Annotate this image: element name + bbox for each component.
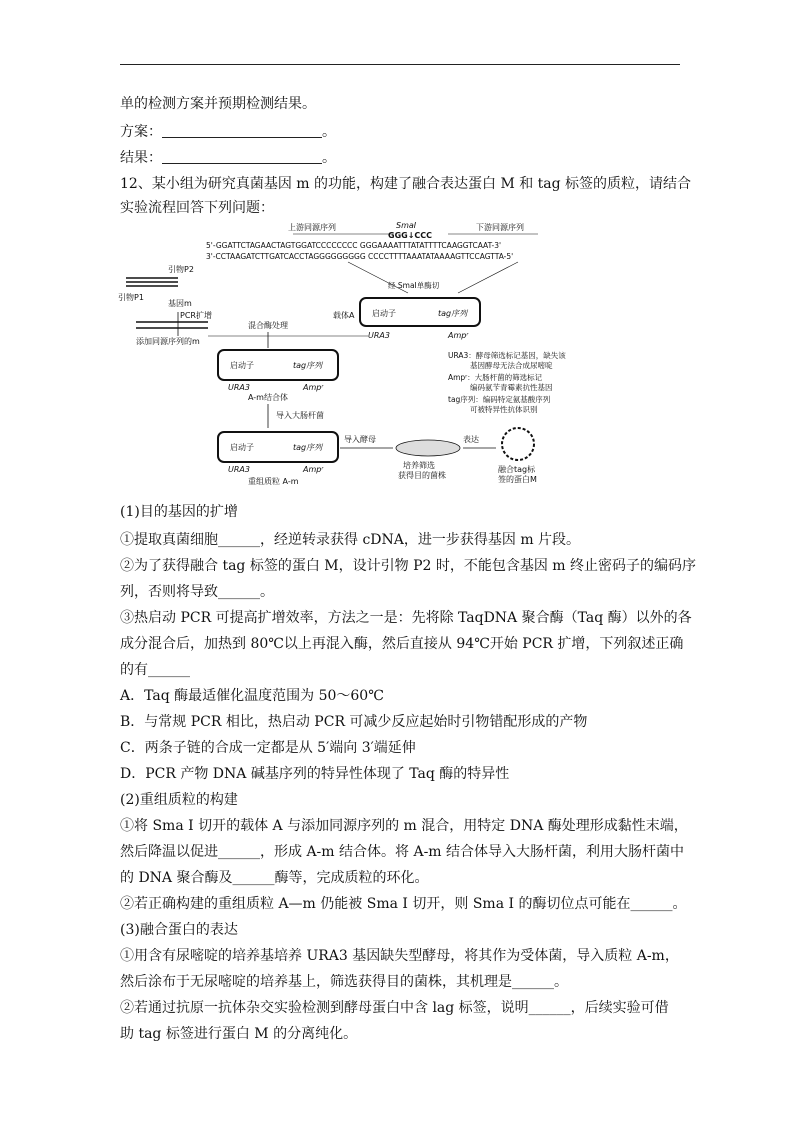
vector-tag: tag序列 [438, 309, 468, 318]
option-b: B．与常规 PCR 相比，热启动 PCR 可减少反应起始时引物错配形成的产物 [120, 714, 588, 730]
plan-end: 。 [322, 124, 336, 140]
body-line: 助 tag 标签进行蛋白 M 的分离纯化。 [120, 1026, 358, 1042]
gene-m-label: 基因m [168, 299, 192, 308]
body-line: 列，否则将导致______。 [120, 584, 274, 600]
am-ura3: URA3 [228, 383, 250, 392]
sma-cut-label: 经 SmaⅠ单酶切 [388, 281, 440, 290]
body-line: (3)融合蛋白的表达 [120, 922, 238, 938]
result-end: 。 [322, 150, 336, 166]
body-line: ②若通过抗原一抗体杂交实验检测到酵母蛋白中含 lag 标签，说明______，后续实验可借 [120, 1000, 669, 1016]
legend-line-5: tag序列：编码特定氨基酸序列 [448, 395, 551, 404]
body-line: ①提取真菌细胞______，经逆转录获得 cDNA，进一步获得基因 m 片段。 [120, 532, 581, 548]
into-yeast-label: 导入酵母 [344, 435, 376, 444]
intro-line: 单的检测方案并预期检测结果。 [120, 96, 316, 112]
primer-p2-label: 引物P2 [168, 265, 194, 274]
legend-line-2: 基因酵母无法合成尿嘧啶 [470, 361, 553, 370]
vector-promoter: 启动子 [372, 309, 396, 318]
body-line: 然后降温以促进______，形成 A-m 结合体。将 A-m 结合体导入大肠杆菌，利用大肠杆菌中 [120, 844, 685, 860]
plan-line [120, 122, 336, 142]
am-promoter: 启动子 [230, 361, 254, 370]
body-line: 然后涂布于无尿嘧啶的培养基上，筛选获得目的菌株，其机理是______。 [120, 974, 568, 990]
vector-amp: Ampʳ [448, 331, 469, 340]
mix-enzyme-label: 混合酶处理 [248, 321, 288, 330]
am-tag: tag序列 [293, 361, 323, 370]
recomb-tag: tag序列 [293, 443, 323, 452]
target-strain-label: 获得目的菌株 [398, 471, 446, 480]
recomb-ura3: URA3 [228, 465, 250, 474]
body-line: ①将 Sma I 切开的载体 A 与添加同源序列的 m 混合，用特定 DNA 酶处理形成黏性末端， [120, 818, 688, 834]
downstream-label: 下游同源序列 [476, 223, 524, 232]
upstream-label: 上游同源序列 [288, 223, 336, 232]
legend-line-6: 可被特异性抗体识别 [470, 405, 538, 414]
vector-a-label: 载体A [333, 311, 355, 320]
fusion-protein-icon [502, 428, 534, 460]
sma-site: GGG↓CCC [388, 231, 433, 240]
am-amp: Ampʳ [303, 383, 324, 392]
seq-top: 5'-GGATTCTAGAACTAGTGGATCCCCCCCC GGGAAAATTTATATTTTCAAGGTCAAT-3' [206, 241, 502, 250]
option-a: A．Taq 酶最适催化温度范围为 50～60℃ [120, 688, 384, 704]
result-line [120, 148, 336, 168]
recomb-label: 重组质粒 A-m [248, 477, 299, 486]
question-title-2: 实验流程回答下列问题： [120, 200, 274, 216]
added-m-label: 添加同源序列的m [136, 337, 200, 346]
body-line: (1)目的基因的扩增 [120, 504, 238, 520]
header-rule [120, 64, 680, 65]
plan-label: 方案： [120, 124, 162, 140]
body-line: ③热启动 PCR 可提高扩增效率，方法之一是：先将除 TaqDNA 聚合酶（Taq 酶）以外的各 [120, 610, 692, 626]
primer-p1-label: 引物P1 [118, 293, 144, 302]
option-d: D．PCR 产物 DNA 碱基序列的特异性体现了 Taq 酶的特异性 [120, 766, 510, 782]
body-line: (2)重组质粒的构建 [120, 792, 238, 808]
into-ecoli-label: 导入大肠杆菌 [276, 411, 324, 420]
legend-line-4: 编码氨苄青霉素抗性基因 [470, 383, 553, 392]
result-blank[interactable] [162, 149, 322, 164]
body-line: ①用含有尿嘧啶的培养基培养 URA3 基因缺失型酵母，将其作为受体菌，导入质粒 A-m， [120, 948, 679, 964]
question-title: 12、某小组为研究真菌基因 m 的功能，构建了融合表达蛋白 M 和 tag 标签的质粒，请结合 [120, 176, 692, 192]
fusion-label-1: 融合tag标 [498, 465, 536, 474]
recomb-promoter: 启动子 [230, 443, 254, 452]
culture-label: 培养筛选 [403, 461, 435, 470]
fusion-label-2: 签的蛋白M [498, 475, 537, 484]
body-line: ②为了获得融合 tag 标签的蛋白 M，设计引物 P2 时，不能包含基因 m 终止密码子的编码序 [120, 558, 697, 574]
body-line: ②若正确构建的重组质粒 A—m 仍能被 Sma I 切开，则 Sma I 的酶切位点可能在______。 [120, 896, 687, 912]
am-complex-label: A-m结合体 [248, 393, 288, 402]
vector-ura3: URA3 [368, 331, 390, 340]
pcr-label: PCR扩增 [180, 311, 212, 320]
body-line: 成分混合后，加热到 80℃以上再混入酶，然后直接从 94℃开始 PCR 扩增，下列叙述正确 [120, 636, 684, 652]
result-label: 结果： [120, 150, 162, 166]
sma-label: SmaⅠ [396, 221, 417, 230]
plan-blank[interactable] [162, 123, 322, 138]
legend-line-1: URA3：酵母筛选标记基因，缺失该 [448, 351, 566, 360]
experiment-flow-diagram [118, 218, 598, 498]
seq-bottom: 3'-CCTAAGATCTTGATCACCTAGGGGGGGGG CCCCTTTTAAATATAAAAGTTCCAGTTA-5' [206, 252, 514, 261]
body-line: 的 DNA 聚合酶及______酶等，完成质粒的环化。 [120, 870, 429, 886]
legend-line-3: Ampʳ：大肠杆菌的筛选标记 [448, 373, 543, 382]
express-label: 表达 [463, 435, 479, 444]
recomb-amp: Ampʳ [303, 465, 324, 474]
body-line: 的有______ [120, 662, 190, 678]
option-c: C．两条子链的合成一定都是从 5′端向 3′端延伸 [120, 740, 416, 756]
